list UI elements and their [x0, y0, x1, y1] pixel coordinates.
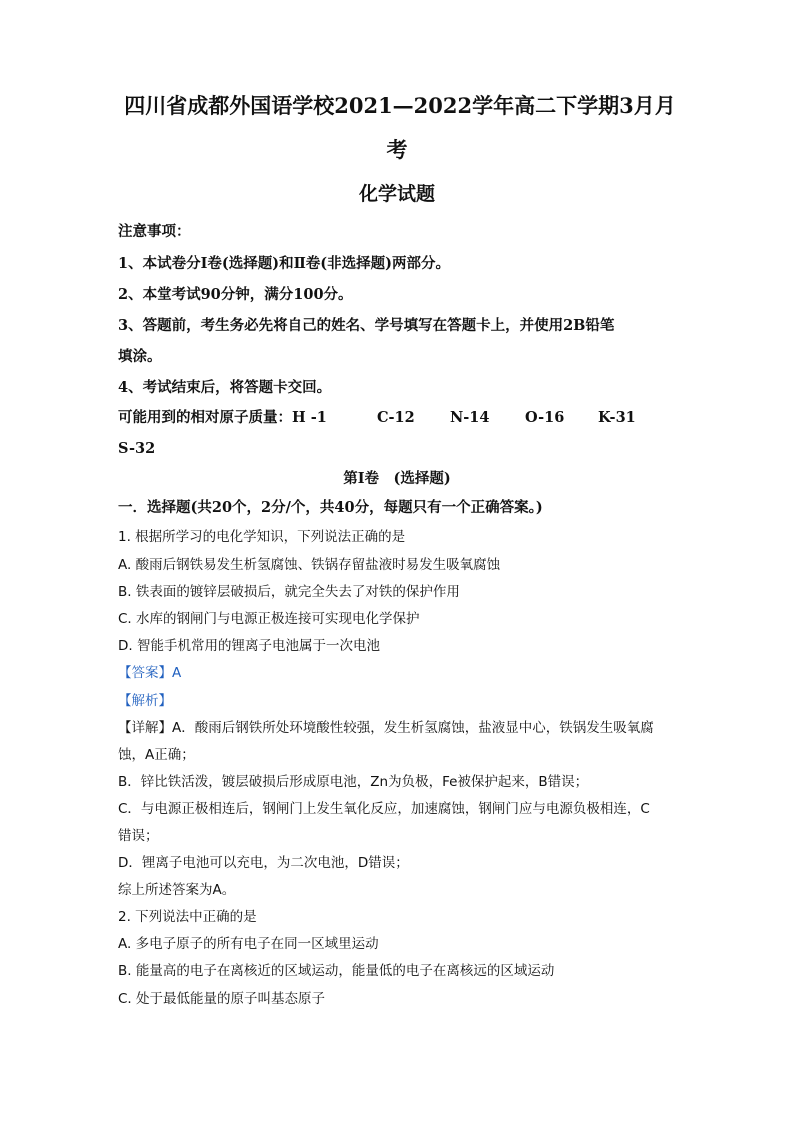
question-option: C. 水库的钢闸门与电源正极连接可实现电化学保护	[118, 611, 420, 627]
note-item: 4、考试结束后，将答题卡交回。	[118, 379, 332, 396]
note-item: 1、本试卷分Ⅰ卷(选择题)和Ⅱ卷(非选择题)两部分。	[118, 255, 451, 272]
explanation-line: B．锌比铁活泼，镀层破损后形成原电池，Zn为负极，Fe被保护起来，B错误；	[118, 774, 589, 790]
explanation-line: 【详解】A．酸雨后钢铁所处环境酸性较强，发生析氢腐蚀，盐液显中心，铁锅发生吸氧腐	[118, 720, 654, 736]
question-stem: 2. 下列说法中正确的是	[118, 909, 257, 925]
explanation-conclusion: 综上所述答案为A。	[118, 882, 236, 898]
question-option: D. 智能手机常用的锂离子电池属于一次电池	[118, 638, 380, 654]
document-subtitle: 化学试题	[358, 183, 435, 205]
atomic-mass-label: 可能用到的相对原子质量：H -1	[118, 409, 327, 426]
notes-heading: 注意事项：	[118, 223, 191, 240]
atomic-mass-value: O-16	[525, 409, 565, 426]
question-option: A. 酸雨后钢铁易发生析氢腐蚀、铁锅存留盐液时易发生吸氧腐蚀	[118, 557, 501, 573]
note-item-continuation: 填涂。	[118, 348, 162, 365]
question-option: B. 能量高的电子在离核近的区域运动，能量低的电子在离核远的区域运动	[118, 963, 555, 979]
explanation-line: D．锂离子电池可以充电，为二次电池，D错误；	[118, 855, 409, 871]
section-title: 第Ⅰ卷 (选择题)	[343, 470, 451, 487]
question-stem: 1. 根据所学习的电化学知识，下列说法正确的是	[118, 529, 406, 545]
document-title: 四川省成都外国语学校2021—2022学年高二下学期3月月	[124, 93, 676, 118]
question-option: A. 多电子原子的所有电子在同一区域里运动	[118, 936, 379, 952]
answer-label: 【答案】A	[118, 665, 182, 681]
question-option: B. 铁表面的镀锌层破损后，就完全失去了对铁的保护作用	[118, 584, 460, 600]
atomic-mass-value: N-14	[450, 409, 490, 426]
explanation-line: 蚀，A正确；	[118, 747, 195, 763]
question-option: C. 处于最低能量的原子叫基态原子	[118, 991, 326, 1007]
atomic-mass-value: K-31	[598, 409, 636, 426]
note-item: 2、本堂考试90分钟，满分100分。	[118, 286, 353, 303]
note-item: 3、答题前，考生务必先将自己的姓名、学号填写在答题卡上，并使用2B铅笔	[118, 317, 615, 334]
document-title-continuation: 考	[386, 137, 408, 162]
analysis-label: 【解析】	[118, 693, 172, 709]
explanation-line: C．与电源正极相连后，钢闸门上发生氧化反应，加速腐蚀，钢闸门应与电源负极相连，C	[118, 801, 650, 817]
atomic-mass-value: C-12	[377, 409, 415, 426]
atomic-mass-value: S-32	[118, 440, 156, 457]
explanation-line: 错误；	[118, 828, 159, 844]
section-instruction: 一．选择题(共20个，2分/个，共40分，每题只有一个正确答案。)	[118, 499, 543, 516]
